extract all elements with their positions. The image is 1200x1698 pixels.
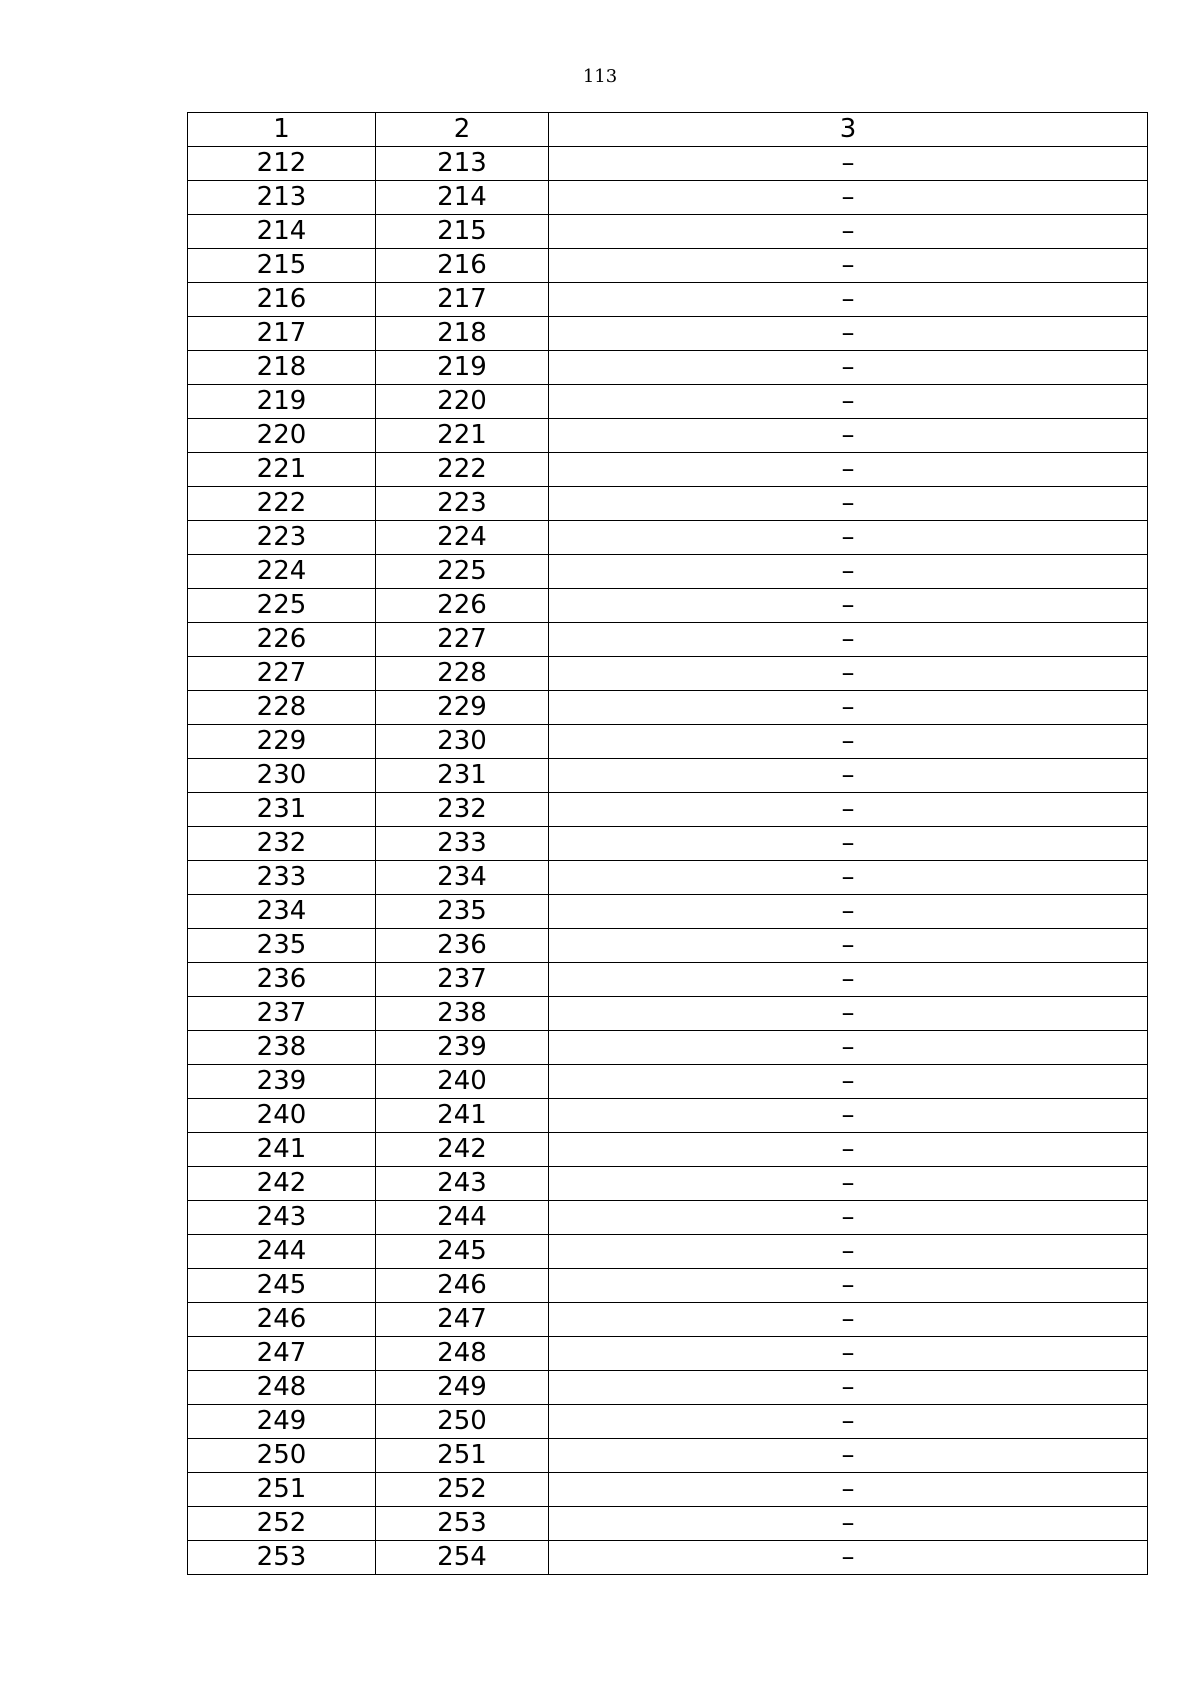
table-row [188, 1439, 1148, 1473]
table-cell-col-2: 237 [376, 963, 549, 997]
table-cell-col-3: – [549, 1541, 1148, 1575]
data-table [187, 112, 1148, 1575]
table-cell-col-3: – [549, 691, 1148, 725]
table-cell-col-2: 246 [376, 1269, 549, 1303]
table-cell-col-3: – [549, 1099, 1148, 1133]
table-cell-col-1: 228 [188, 691, 376, 725]
table-cell-col-2: 223 [376, 487, 549, 521]
table-cell-col-3: – [549, 555, 1148, 589]
table-cell-col-3: – [549, 759, 1148, 793]
table-cell-col-3: – [549, 215, 1148, 249]
table-cell-col-3: – [549, 453, 1148, 487]
table-cell-col-2: 217 [376, 283, 549, 317]
table-cell-col-2: 250 [376, 1405, 549, 1439]
table-row [188, 487, 1148, 521]
table-cell-col-2: 222 [376, 453, 549, 487]
table-cell-col-1: 230 [188, 759, 376, 793]
table-cell-col-2: 229 [376, 691, 549, 725]
table-cell-col-2: 235 [376, 895, 549, 929]
table-cell-col-2: 244 [376, 1201, 549, 1235]
table-cell-col-2: 245 [376, 1235, 549, 1269]
table-cell-col-2: 219 [376, 351, 549, 385]
table-row [188, 1541, 1148, 1575]
table-cell-col-2: 241 [376, 1099, 549, 1133]
table-cell-col-1: 235 [188, 929, 376, 963]
table-cell-col-3: – [549, 1371, 1148, 1405]
table-cell-col-1: 224 [188, 555, 376, 589]
table-cell-col-2: 231 [376, 759, 549, 793]
table-row [188, 657, 1148, 691]
table-cell-col-3: – [549, 929, 1148, 963]
table-cell-col-2: 248 [376, 1337, 549, 1371]
table-cell-col-1: 252 [188, 1507, 376, 1541]
table-cell-col-3: – [549, 1303, 1148, 1337]
table-row [188, 929, 1148, 963]
table-cell-col-1: 220 [188, 419, 376, 453]
table-row [188, 759, 1148, 793]
table-cell-col-2: 247 [376, 1303, 549, 1337]
table-cell-col-1: 234 [188, 895, 376, 929]
table-row [188, 1473, 1148, 1507]
table-row [188, 1371, 1148, 1405]
table-cell-col-1: 237 [188, 997, 376, 1031]
table-row [188, 1065, 1148, 1099]
table-cell-col-1: 223 [188, 521, 376, 555]
table-cell-col-3: – [549, 1235, 1148, 1269]
table-cell-col-1: 221 [188, 453, 376, 487]
table-row [188, 1303, 1148, 1337]
table-cell-col-1: 241 [188, 1133, 376, 1167]
table-cell-col-3: – [549, 861, 1148, 895]
table-row [188, 827, 1148, 861]
table-cell-col-2: 253 [376, 1507, 549, 1541]
table-row [188, 1201, 1148, 1235]
table-cell-col-1: 217 [188, 317, 376, 351]
table-cell-col-2: 216 [376, 249, 549, 283]
table-cell-col-2: 254 [376, 1541, 549, 1575]
table-cell-col-3: – [549, 385, 1148, 419]
table-cell-col-1: 250 [188, 1439, 376, 1473]
table-cell-col-3: – [549, 487, 1148, 521]
table-row [188, 793, 1148, 827]
table-cell-col-2: 233 [376, 827, 549, 861]
table-cell-col-3: – [549, 589, 1148, 623]
table-cell-col-2: 221 [376, 419, 549, 453]
table-cell-col-2: 243 [376, 1167, 549, 1201]
table-cell-col-3: – [549, 249, 1148, 283]
table-row [188, 589, 1148, 623]
table-cell-col-3: – [549, 1167, 1148, 1201]
table-cell-col-2: 227 [376, 623, 549, 657]
table-cell-col-3: – [549, 997, 1148, 1031]
table-row [188, 1235, 1148, 1269]
table-cell-col-1: 216 [188, 283, 376, 317]
table-cell-col-3: – [549, 351, 1148, 385]
table-row [188, 181, 1148, 215]
table-cell-col-3: – [549, 181, 1148, 215]
table-cell-col-2: 228 [376, 657, 549, 691]
table-row [188, 1405, 1148, 1439]
table-cell-col-1: 226 [188, 623, 376, 657]
table-cell-col-1: 246 [188, 1303, 376, 1337]
data-table-container [187, 112, 1147, 1575]
table-cell-col-1: 236 [188, 963, 376, 997]
table-cell-col-3: – [549, 793, 1148, 827]
table-cell-col-1: 225 [188, 589, 376, 623]
table-cell-col-3: – [549, 1439, 1148, 1473]
table-cell-col-2: 240 [376, 1065, 549, 1099]
table-cell-col-3: – [549, 283, 1148, 317]
table-row [188, 1167, 1148, 1201]
table-row [188, 521, 1148, 555]
table-cell-col-1: 240 [188, 1099, 376, 1133]
table-cell-col-2: 218 [376, 317, 549, 351]
table-cell-col-1: 244 [188, 1235, 376, 1269]
table-cell-col-3: – [549, 657, 1148, 691]
table-cell-col-1: 219 [188, 385, 376, 419]
table-cell-col-2: 225 [376, 555, 549, 589]
table-row [188, 1031, 1148, 1065]
table-row [188, 1337, 1148, 1371]
table-cell-col-2: 239 [376, 1031, 549, 1065]
table-cell-col-1: 218 [188, 351, 376, 385]
table-cell-col-3: – [549, 1269, 1148, 1303]
table-cell-col-3: – [549, 521, 1148, 555]
table-cell-col-2: 234 [376, 861, 549, 895]
table-cell-col-2: 232 [376, 793, 549, 827]
table-cell-col-1: 233 [188, 861, 376, 895]
table-row [188, 317, 1148, 351]
table-cell-col-1: 242 [188, 1167, 376, 1201]
table-row [188, 1507, 1148, 1541]
table-cell-col-2: 214 [376, 181, 549, 215]
table-cell-col-1: 214 [188, 215, 376, 249]
table-cell-col-3: – [549, 317, 1148, 351]
table-cell-col-1: 253 [188, 1541, 376, 1575]
table-row [188, 1099, 1148, 1133]
table-row [188, 861, 1148, 895]
table-cell-col-1: 251 [188, 1473, 376, 1507]
page-number: 113 [582, 66, 618, 87]
table-cell-col-1: 213 [188, 181, 376, 215]
table-cell-col-3: – [549, 827, 1148, 861]
table-cell-col-1: 248 [188, 1371, 376, 1405]
table-cell-col-2: 215 [376, 215, 549, 249]
table-cell-col-1: 245 [188, 1269, 376, 1303]
table-cell-col-2: 224 [376, 521, 549, 555]
table-cell-col-1: 229 [188, 725, 376, 759]
table-cell-col-2: 220 [376, 385, 549, 419]
table-header-row [188, 113, 1148, 147]
table-cell-col-2: 226 [376, 589, 549, 623]
table-cell-col-1: 249 [188, 1405, 376, 1439]
table-cell-col-2: 213 [376, 147, 549, 181]
table-cell-col-1: 227 [188, 657, 376, 691]
table-cell-col-1: 212 [188, 147, 376, 181]
table-cell-col-3: – [549, 623, 1148, 657]
table-row [188, 283, 1148, 317]
table-cell-col-3: – [549, 725, 1148, 759]
table-cell-col-1: 238 [188, 1031, 376, 1065]
table-cell-col-1: 232 [188, 827, 376, 861]
table-cell-col-2: 242 [376, 1133, 549, 1167]
table-row [188, 623, 1148, 657]
table-cell-col-2: 230 [376, 725, 549, 759]
table-cell-col-1: 231 [188, 793, 376, 827]
column-header-2: 2 [376, 113, 549, 147]
table-cell-col-3: – [549, 1405, 1148, 1439]
table-cell-col-3: – [549, 963, 1148, 997]
table-cell-col-3: – [549, 1201, 1148, 1235]
table-cell-col-2: 249 [376, 1371, 549, 1405]
table-row [188, 895, 1148, 929]
table-cell-col-3: – [549, 1133, 1148, 1167]
table-row [188, 555, 1148, 589]
table-cell-col-1: 247 [188, 1337, 376, 1371]
table-cell-col-3: – [549, 1031, 1148, 1065]
table-cell-col-1: 215 [188, 249, 376, 283]
table-cell-col-3: – [549, 1337, 1148, 1371]
table-row [188, 997, 1148, 1031]
table-cell-col-1: 222 [188, 487, 376, 521]
table-cell-col-2: 252 [376, 1473, 549, 1507]
table-row [188, 215, 1148, 249]
table-row [188, 691, 1148, 725]
table-cell-col-3: – [549, 419, 1148, 453]
table-cell-col-3: – [549, 1507, 1148, 1541]
table-cell-col-2: 238 [376, 997, 549, 1031]
table-row [188, 725, 1148, 759]
table-cell-col-3: – [549, 1065, 1148, 1099]
table-cell-col-1: 239 [188, 1065, 376, 1099]
table-cell-col-3: – [549, 895, 1148, 929]
table-row [188, 249, 1148, 283]
table-row [188, 963, 1148, 997]
column-header-3: 3 [549, 113, 1148, 147]
table-cell-col-3: – [549, 1473, 1148, 1507]
table-row [188, 453, 1148, 487]
table-row [188, 351, 1148, 385]
table-row [188, 385, 1148, 419]
table-cell-col-2: 251 [376, 1439, 549, 1473]
table-body [188, 147, 1148, 1575]
table-row [188, 1269, 1148, 1303]
table-row [188, 147, 1148, 181]
table-cell-col-1: 243 [188, 1201, 376, 1235]
table-cell-col-2: 236 [376, 929, 549, 963]
table-row [188, 1133, 1148, 1167]
column-header-1: 1 [188, 113, 376, 147]
table-cell-col-3: – [549, 147, 1148, 181]
table-row [188, 419, 1148, 453]
